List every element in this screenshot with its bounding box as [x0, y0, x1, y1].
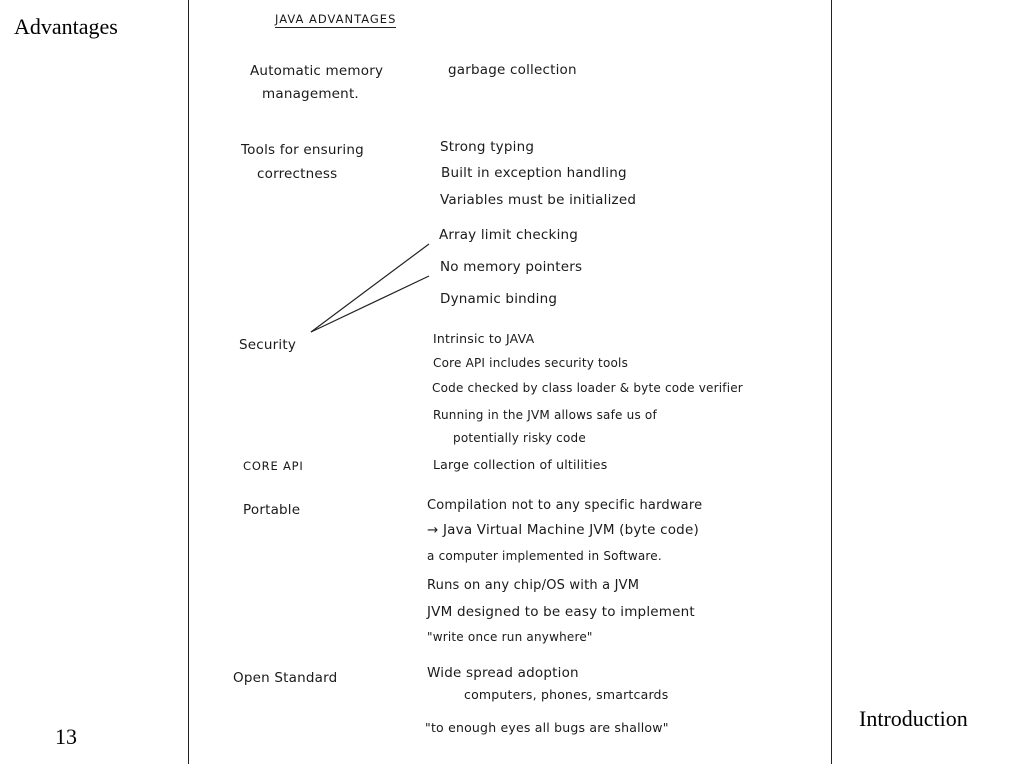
- section-item: JVM designed to be easy to implement: [427, 604, 695, 620]
- notes-heading: JAVA ADVANTAGES: [275, 12, 397, 26]
- section-item: Dynamic binding: [440, 291, 558, 307]
- section-item: Code checked by class loader & byte code verifier: [432, 381, 743, 395]
- section-item: computers, phones, smartcards: [464, 687, 669, 702]
- section-item: No memory pointers: [440, 259, 583, 275]
- footer-title: Introduction: [859, 706, 968, 731]
- section-item: "write once run anywhere": [427, 630, 593, 644]
- section-item: → Java Virtual Machine JVM (byte code): [427, 522, 699, 538]
- section-label: management.: [262, 86, 359, 102]
- page-number: 13: [55, 724, 77, 749]
- section-label: Tools for ensuring: [241, 142, 364, 158]
- section-item: Large collection of ultilities: [433, 457, 608, 472]
- section-label: Automatic memory: [250, 63, 384, 79]
- section-item: Running in the JVM allows safe us of: [433, 408, 657, 422]
- section-item: Core API includes security tools: [433, 356, 629, 370]
- section-item: garbage collection: [448, 62, 577, 78]
- section-item: Strong typing: [440, 139, 535, 155]
- slide-title: Advantages: [14, 14, 118, 39]
- handwritten-notes-page: [188, 0, 832, 764]
- section-item: "to enough eyes all bugs are shallow": [425, 720, 669, 735]
- section-label: CORE API: [243, 459, 304, 473]
- section-label: Portable: [243, 502, 301, 518]
- section-label: Security: [239, 337, 297, 353]
- section-label: Open Standard: [233, 670, 338, 686]
- section-item: Compilation not to any specific hardware: [427, 498, 703, 513]
- section-label: correctness: [257, 166, 338, 182]
- section-item: a computer implemented in Software.: [427, 549, 662, 563]
- section-item: Runs on any chip/OS with a JVM: [427, 578, 640, 593]
- section-item: Wide spread adoption: [427, 665, 579, 681]
- section-item: Intrinsic to JAVA: [433, 331, 535, 346]
- section-item: Array limit checking: [439, 227, 579, 243]
- section-item: potentially risky code: [453, 431, 586, 445]
- section-item: Variables must be initialized: [440, 192, 637, 208]
- section-item: Built in exception handling: [441, 165, 627, 181]
